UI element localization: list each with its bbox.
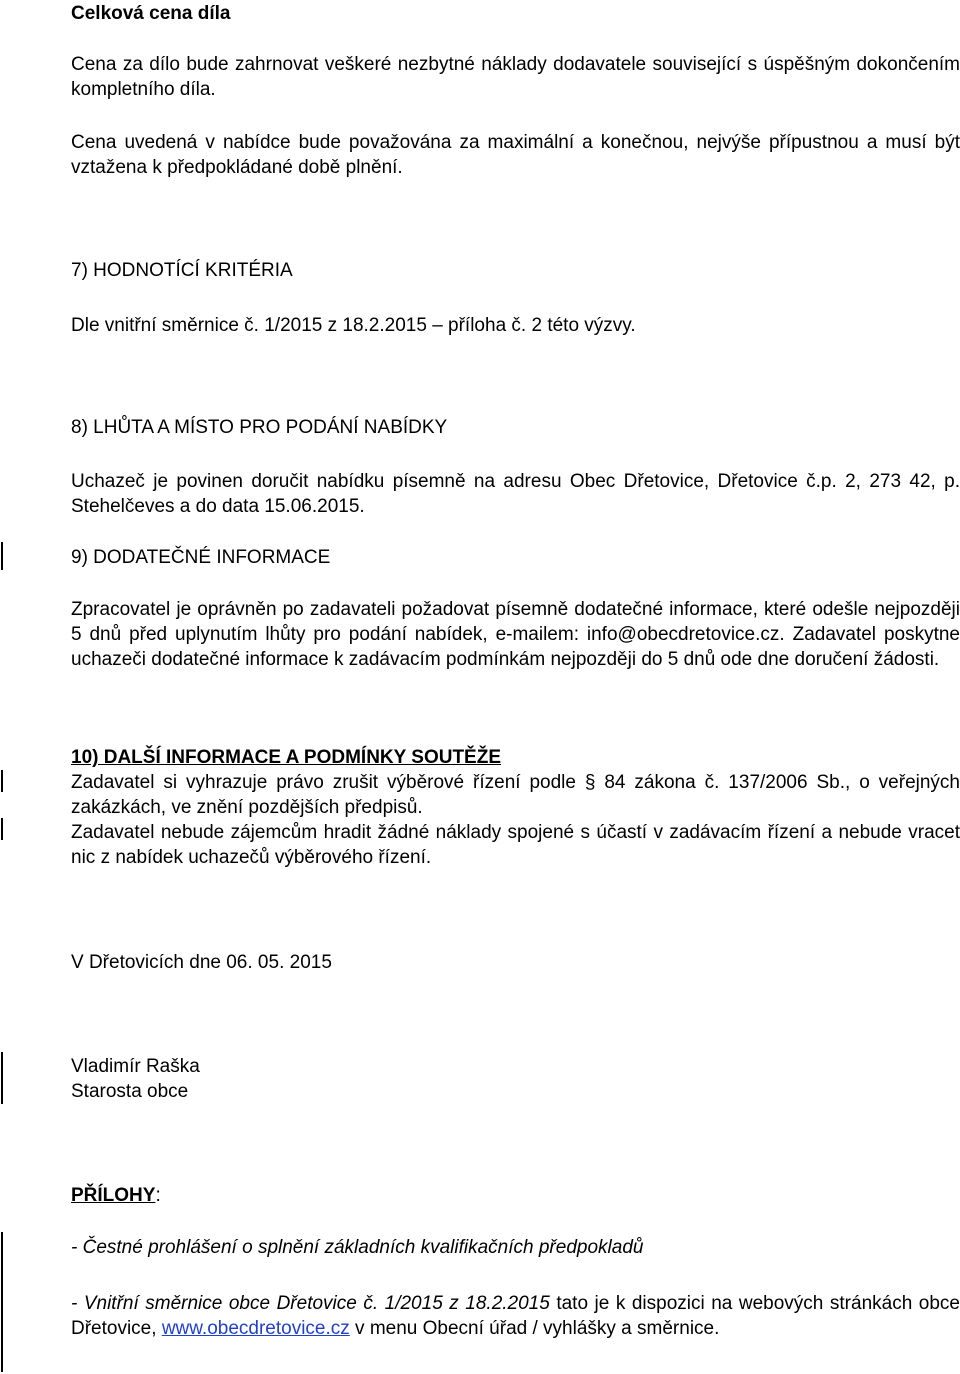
place-and-date: V Dřetovicích dne 06. 05. 2015 bbox=[71, 952, 332, 973]
attachments-title: PŘÍLOHY bbox=[71, 1185, 156, 1206]
revision-bar bbox=[1, 542, 3, 570]
revision-bar bbox=[1, 770, 3, 792]
website-link[interactable]: www.obecdretovice.cz bbox=[161, 1318, 350, 1339]
attachment-item-2-tail: v menu Obecní úřad / vyhlášky a směrnice. bbox=[349, 1318, 720, 1339]
attachment-item-1: - Čestné prohlášení o splnění základních kvalifikačních předpokladů bbox=[71, 1237, 644, 1258]
section-10-heading: 10) DALŠÍ INFORMACE A PODMÍNKY SOUTĚŽE bbox=[71, 747, 501, 768]
attachment-item-2-text: tato je k dispozici na webových stránkách obce Dřetovice, bbox=[71, 1293, 960, 1339]
price-paragraph-1: Cena za dílo bude zahrnovat veškeré nezbytné náklady dodavatele související s úspěšným dokončením kompletního díla. bbox=[71, 54, 960, 100]
section-8-heading: 8) LHŮTA A MÍSTO PRO PODÁNÍ NABÍDKY bbox=[71, 417, 448, 438]
revision-bar bbox=[1, 818, 3, 840]
section-7-heading: 7) HODNOTÍCÍ KRITÉRIA bbox=[71, 260, 293, 281]
section-9-text: Zpracovatel je oprávněn po zadavateli požadovat písemně dodatečné informace, které odešle nejpozději 5 dnů před uplynutím lhůty pro podání nabídek, e-mailem: info@obecdretovice.cz. Zadavatel poskytne uchazeči dodatečné informace k zadávacím podmínkám nejpozději do 5 dnů ode dne doručení žádosti. bbox=[71, 599, 960, 670]
section-10-text-1: Zadavatel si vyhrazuje právo zrušit výběrové řízení podle § 84 zákona č. 137/2006 Sb., o veřejných zakázkách, ve znění pozdějších předpisů. bbox=[71, 772, 960, 818]
revision-bar bbox=[1, 1232, 3, 1372]
attachment-item-2-title: - Vnitřní směrnice obce Dřetovice č. 1/2015 z 18.2.2015 bbox=[71, 1293, 550, 1314]
signatory-role: Starosta obce bbox=[71, 1081, 189, 1102]
revision-bar bbox=[1, 1052, 3, 1104]
signatory-name: Vladimír Raška bbox=[71, 1056, 200, 1077]
attachments-heading bbox=[71, 1183, 960, 1208]
price-heading: Celková cena díla bbox=[71, 3, 231, 24]
attachments-colon: : bbox=[155, 1185, 161, 1206]
attachment-item-2 bbox=[71, 1291, 960, 1341]
section-8-text: Uchazeč je povinen doručit nabídku písemně na adresu Obec Dřetovice, Dřetovice č.p. 2, 273 42, p. Stehelčeves a do data 15.06.2015. bbox=[71, 471, 960, 517]
section-9-heading: 9) DODATEČNÉ INFORMACE bbox=[71, 547, 331, 568]
section-10-text-2: Zadavatel nebude zájemcům hradit žádné náklady spojené s účastí v zadávacím řízení a nebude vracet nic z nabídek uchazečů výběrového řízení. bbox=[71, 822, 960, 868]
section-7-text: Dle vnitřní směrnice č. 1/2015 z 18.2.2015 – příloha č. 2 této výzvy. bbox=[71, 315, 636, 336]
price-paragraph-2: Cena uvedená v nabídce bude považována za maximální a konečnou, nejvýše přípustnou a musí být vztažena k předpokládané době plnění. bbox=[71, 132, 960, 178]
